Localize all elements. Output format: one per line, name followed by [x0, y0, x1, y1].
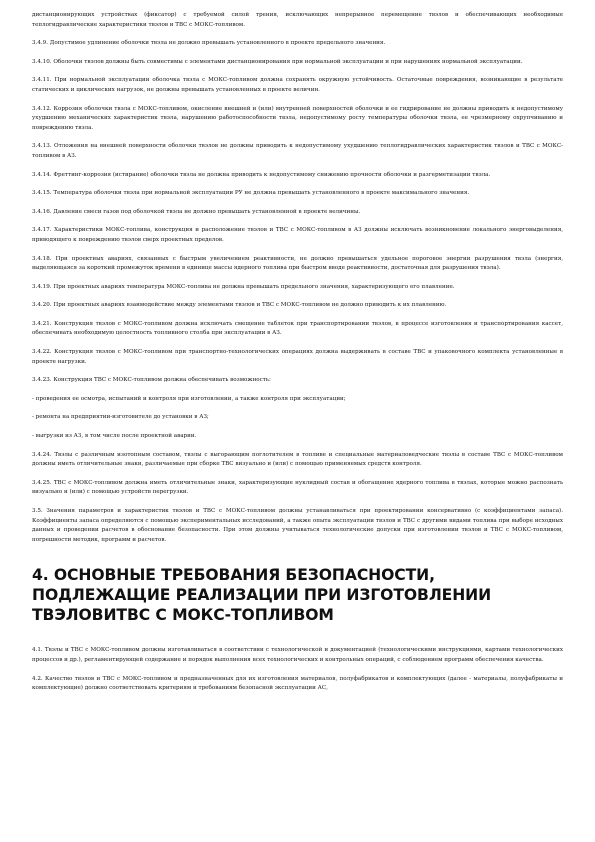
section-heading: 4. ОСНОВНЫЕ ТРЕБОВАНИЯ БЕЗОПАСНОСТИ, ПОДЛЕЖАЩИЕ РЕАЛИЗАЦИИ ПРИ ИЗГОТОВЛЕНИИ ТВЭЛОВИТВС С МОКС-ТОПЛИВОМ — [32, 566, 492, 625]
paragraph-3-4-21: 3.4.21. Конструкция твэлов с МОКС-топливом должна исключать смещение таблеток при транспортировании твэлов, в процессе изготовления и транспортирования кассет, обеспечивать необходимую целостность топливного столба при эксплуатации в АЗ. — [32, 320, 563, 337]
paragraph-3-4-20: 3.4.20. При проектных авариях взаимодействие между элементами твэлов и ТВС с МОКС-топливом не должно приводить к их плавлению. — [32, 302, 447, 309]
paragraph-4-2: 4.2. Качество твэлов и ТВС с МОКС-топливом и предназначенных для их изготовления материалов, полуфабрикатов и комплектующих (далее - материалы, полуфабрикаты и комплектующие) должно соответствовать критериям и требованиям безопасной эксплуатации АС, — [32, 675, 563, 692]
paragraph-3-4-25: 3.4.25. ТВС с МОКС-топливом должна иметь отличительные знаки, характеризующие нуклидный состав и обогащение ядерного топлива в твэлах, которые можно распознать визуально и (или) с помощью устройств перегрузки. — [32, 479, 563, 496]
paragraph-3-4-23: 3.4.23. Конструкция ТВС с МОКС-топливом должна обеспечивать возможность: — [32, 377, 271, 384]
paragraph-3-4-17: 3.4.17. Характеристики МОКС-топлива, конструкция и расположение твэлов и ТВС с МОКС-топливом в АЗ должны исключать возникновение локального энерговыделения, приводящего к повреждению твэлов сверх проектных пределов. — [32, 227, 563, 243]
paragraph-3-4-19: 3.4.19. При проектных авариях температура МОКС-топлива не должна превышать предельного значения, характеризующего его плавление. — [32, 283, 455, 290]
document-page — [32, 0, 563, 703]
paragraph-3-4-18: 3.4.18. При проектных авариях, связанных с быстрым увеличением реактивности, не должно превышаться удельное пороговое энергии разрушения твэла (энергия, выделяющаяся за короткий промежуток времени в единице массы ядерного топлива при быстром вводе реактивности, достаточная для разрушения твэла). — [32, 255, 563, 272]
paragraph-3-4-16: 3.4.16. Давление смеси газов под оболочкой твэла не должно превышать установленной в проекте величины. — [32, 208, 361, 215]
paragraph-4-1: 4.1. Твэлы и ТВС с МОКС-топливом должны изготавливаться в соответствии с технологической и документацией (технологическими инструкциями, картами технологических процессов и др.), регламентирующей содержание и порядок выполнения всех технологических и контрольных операций, с соблюдением программ обеспечения качества. — [32, 647, 563, 663]
list-item-unloading: - выгрузки из АЗ, в том числе после проектной аварии. — [32, 433, 197, 440]
paragraph-3-5: 3.5. Значения параметров и характеристик твэлов и ТВС с МОКС-топливом должны устанавливаться при проектировании консервативно (с коэффициентами запаса). Коэффициенты запаса определяются с помощью экспериментальных исследований, а также опыта эксплуатации твэлов и ТВС с другими видами топлива при выборе исходных данных и проведении расчетов в обоснование безопасности. При этом должны учитываться технологические допуски при изготовлении твэлов и ТВС с МОКС-топливом, погрешности методик, программ и расчетов. — [32, 508, 563, 543]
paragraph-3-4-10: 3.4.10. Оболочки твэлов должны быть совместимы с элементами дистанционирования при нормальной эксплуатации и при нарушениях нормальной эксплуатации. — [32, 58, 523, 65]
paragraph-3-4-9: 3.4.9. Допустимое удлинение оболочки твэла не должно превышать установленного в проекте предельного значения. — [32, 40, 386, 47]
paragraph-3-4-15: 3.4.15. Температура оболочки твэла при нормальной эксплуатации РУ не должна превышать установленного в проекте максимального значения. — [32, 190, 470, 197]
paragraph-3-4-24: 3.4.24. Твэлы с различным изотопным составом, твэлы с выгорающим поглотителем в топливе и специальные материаловедческие твэлы в составе ТВС с МОКС-топливом должны иметь отличительные знаки, различаемые при сборке ТВС визуально и (или) с помощью применяемых средств контроля. — [32, 451, 563, 468]
paragraph-continuation: дистанционирующих устройствах (фиксатор) с требуемой силой трения, исключающих непрерывное перемещение твэлов и обеспечивающих необходимые теплогидравлические характеристики твэлов и ТВС с МОКС-топливом. — [32, 12, 563, 28]
list-item-inspection: - проведения ее осмотра, испытаний и контроля при изготовлении, а также контроля при эксплуатации; — [32, 395, 346, 402]
paragraph-3-4-14: 3.4.14. Фреттинг-коррозия (истирание) оболочки твэла не должна приводить к недопустимому снижению прочности оболочки и разгерметизации твэла. — [32, 171, 491, 178]
paragraph-3-4-22: 3.4.22. Конструкция твэлов с МОКС-топливом при транспортно-технологических операциях должна выдерживать в составе ТВС и упаковочного комплекта установленные в проекте нагрузки. — [32, 349, 563, 365]
paragraph-3-4-12: 3.4.12. Коррозия оболочки твэла с МОКС-топливом, окисление внешней и (или) внутренней поверхностей оболочки и ее гидрирование не должны приводить к недопустимому ухудшению механических характеристик твэла, нарушению работоспособности твэла, недопустимому росту температуры оболочки твэла, ее чрезмерному охрупчиванию и повреждению твэла. — [32, 105, 563, 131]
paragraph-3-4-13: 3.4.13. Отложения на внешней поверхности оболочки твэлов не должны приводить к недопустимому ухудшению теплогидравлических характеристик твэлов и ТВС с МОКС-топливом в АЗ. — [32, 143, 563, 159]
paragraph-3-4-11: 3.4.11. При нормальной эксплуатации оболочка твэла с МОКС-топливом должна сохранять окружную устойчивость. Остаточные повреждения, возникающие в результате статических и циклических нагрузок, не должны превышать установленных в проекте величин. — [32, 77, 563, 93]
list-item-repair: - ремонта на предприятии-изготовителе до установки в АЗ; — [32, 414, 209, 421]
